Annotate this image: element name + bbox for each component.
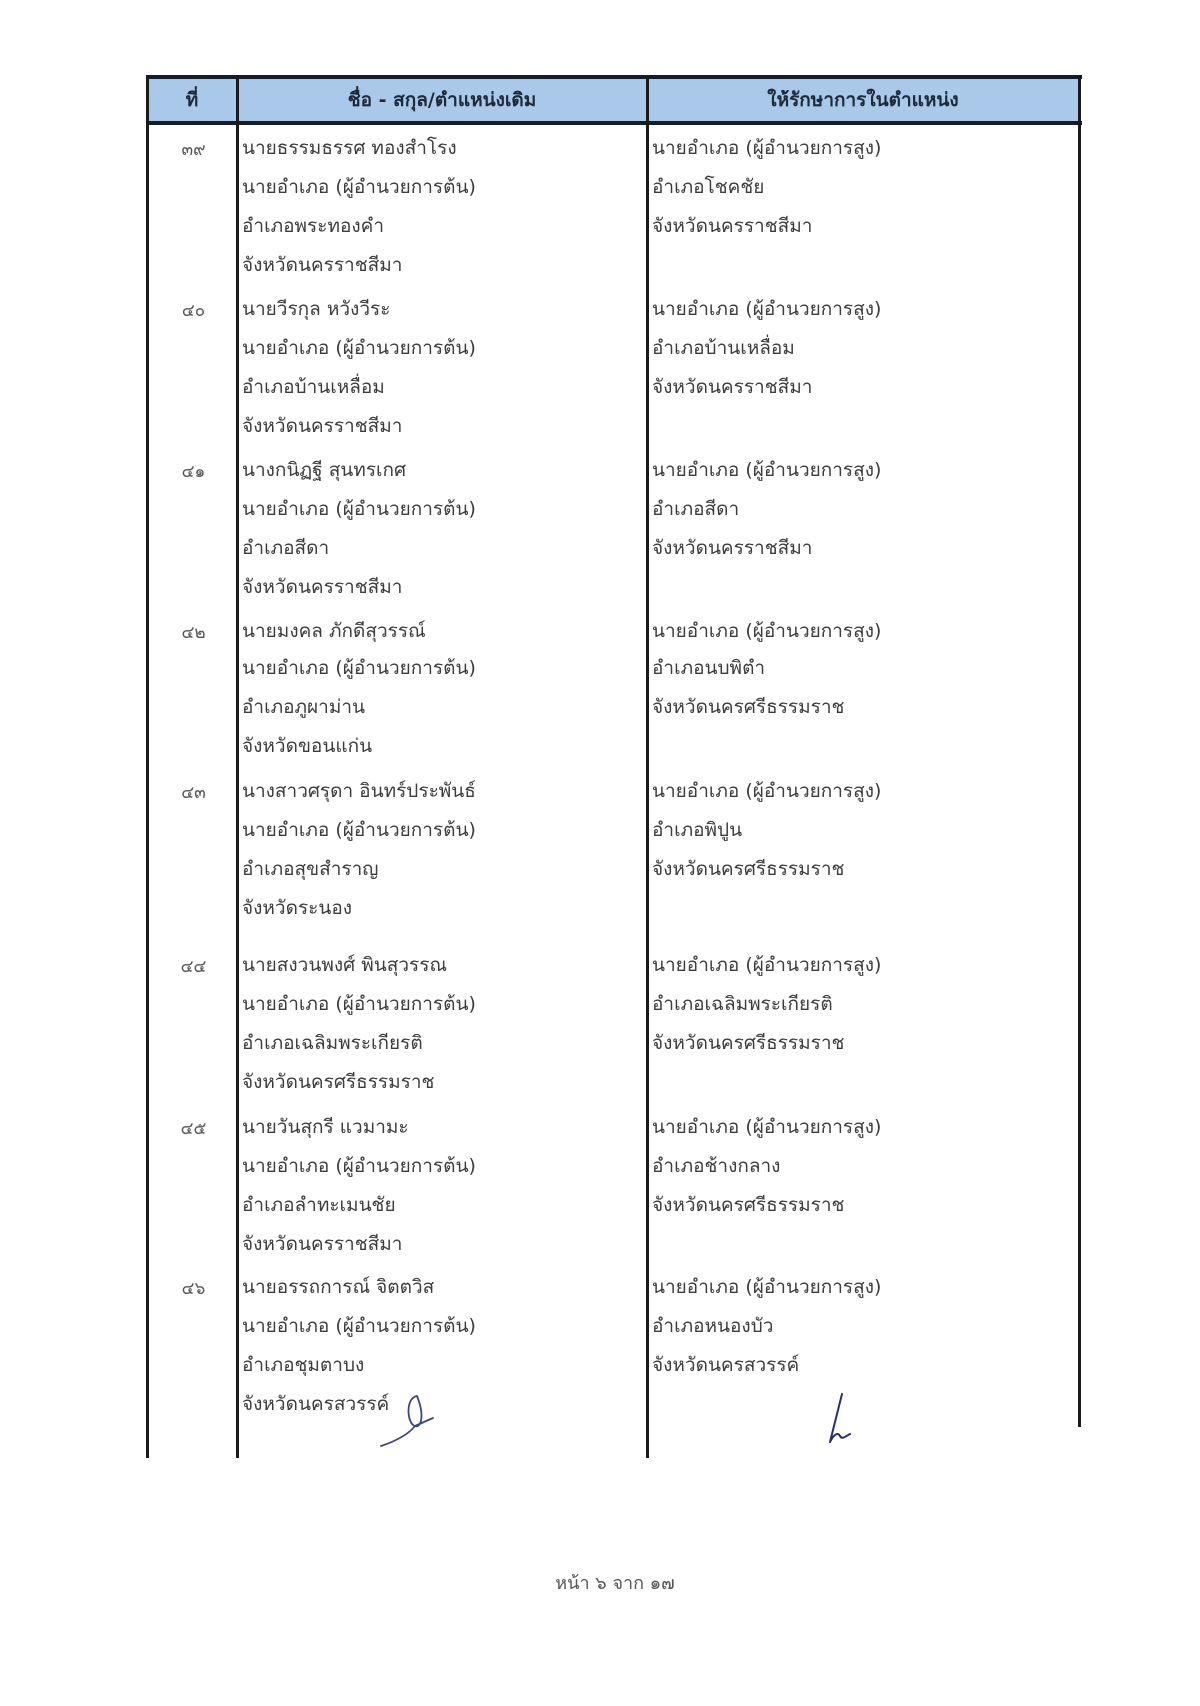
new-province: จังหวัดนครราชสีมา [652,215,813,237]
table-top-border [146,75,1082,79]
new-district: อำเภอโชคชัย [652,176,765,198]
old-district: อำเภอเฉลิมพระเกียรติ [242,1032,423,1054]
new-district: อำเภอเฉลิมพระเกียรติ [652,993,833,1015]
new-position: นายอำเภอ (ผู้อำนวยการสูง) [652,137,882,159]
column-divider-2 [646,75,649,1458]
row-number: ๔๓ [181,783,206,803]
old-position: นายอำเภอ (ผู้อำนวยการต้น) [242,176,476,198]
row-number: ๔๐ [181,301,206,321]
new-province: จังหวัดนครศรีธรรมราช [652,1194,845,1216]
old-position: นายอำเภอ (ผู้อำนวยการต้น) [242,337,476,359]
old-province: จังหวัดขอนแก่น [242,735,373,757]
person-name: นายธรรมธรรศ ทองสำโรง [242,137,457,159]
old-district: อำเภอบ้านเหลื่อม [242,376,385,398]
new-province: จังหวัดนครราชสีมา [652,376,813,398]
new-province: จังหวัดนครศรีธรรมราช [652,696,845,718]
row-number: ๔๕ [180,1119,207,1139]
person-name: นายมงคล ภักดีสุวรรณ์ [242,620,426,642]
old-position: นายอำเภอ (ผู้อำนวยการต้น) [242,657,476,679]
old-position: นายอำเภอ (ผู้อำนวยการต้น) [242,1155,476,1177]
old-position: นายอำเภอ (ผู้อำนวยการต้น) [242,993,476,1015]
row-number: ๔๒ [181,623,206,643]
old-district: อำเภอลำทะเมนชัย [242,1194,396,1216]
table-left-border [146,75,149,1458]
new-position: นายอำเภอ (ผู้อำนวยการสูง) [652,298,882,320]
new-position: นายอำเภอ (ผู้อำนวยการสูง) [652,954,882,976]
person-name: นายวีรกุล หวังวีระ [242,298,391,320]
person-name: นายสงวนพงศ์ พินสุวรรณ [242,954,448,976]
new-district: อำเภอพิปูน [652,819,743,841]
new-district: อำเภอหนองบัว [652,1315,774,1337]
old-province: จังหวัดนครศรีธรรมราช [242,1071,435,1093]
old-position: นายอำเภอ (ผู้อำนวยการต้น) [242,819,476,841]
new-district: อำเภอนบพิตำ [652,657,766,679]
new-province: จังหวัดนครราชสีมา [652,537,813,559]
person-name: นายวันสุกรี แวมามะ [242,1116,409,1138]
signature-initial-left [375,1390,455,1450]
old-district: อำเภอพระทองคำ [242,215,385,237]
new-district: อำเภอสีดา [652,498,740,520]
old-district: อำเภอภูผาม่าน [242,696,366,718]
person-name: นายอรรถการณ์ จิตตวิส [242,1276,435,1298]
old-province: จังหวัดนครสวรรค์ [242,1393,390,1415]
row-number: ๓๙ [181,140,206,160]
page-number: หน้า ๖ จาก ๑๗ [555,1573,675,1594]
old-province: จังหวัดนครราชสีมา [242,254,403,276]
new-province: จังหวัดนครศรีธรรมราช [652,1032,845,1054]
old-district: อำเภอสุขสำราญ [242,858,379,880]
header-name-old-position: ชื่อ - สกุล/ตำแหน่งเดิม [347,89,537,111]
new-position: นายอำเภอ (ผู้อำนวยการสูง) [652,780,882,802]
row-number: ๔๖ [181,1279,206,1299]
row-number: ๔๔ [180,957,207,977]
new-province: จังหวัดนครสวรรค์ [652,1354,800,1376]
header-bottom-border [146,121,1082,125]
old-position: นายอำเภอ (ผู้อำนวยการต้น) [242,1315,476,1337]
table-right-border [1078,75,1081,1427]
old-province: จังหวัดนครราชสีมา [242,415,403,437]
new-district: อำเภอช้างกลาง [652,1155,781,1177]
new-position: นายอำเภอ (ผู้อำนวยการสูง) [652,459,882,481]
header-acting-position: ให้รักษาการในตำแหน่ง [767,89,959,111]
new-position: นายอำเภอ (ผู้อำนวยการสูง) [652,1116,882,1138]
new-district: อำเภอบ้านเหลื่อม [652,337,795,359]
old-position: นายอำเภอ (ผู้อำนวยการต้น) [242,498,476,520]
row-number: ๔๑ [181,462,206,482]
person-name: นางกนิฏฐี สุนทรเกศ [242,459,407,481]
new-position: นายอำเภอ (ผู้อำนวยการสูง) [652,1276,882,1298]
old-province: จังหวัดนครราชสีมา [242,576,403,598]
new-position: นายอำเภอ (ผู้อำนวยการสูง) [652,620,882,642]
person-name: นางสาวศรุดา อินทร์ประพันธ์ [242,780,476,802]
header-no: ที่ [185,89,199,111]
signature-initial-right [820,1390,860,1450]
old-district: อำเภอสีดา [242,537,330,559]
old-province: จังหวัดนครราชสีมา [242,1233,403,1255]
column-divider-1 [236,75,239,1458]
new-province: จังหวัดนครศรีธรรมราช [652,858,845,880]
old-province: จังหวัดระนอง [242,897,353,919]
old-district: อำเภอชุมตาบง [242,1354,365,1376]
